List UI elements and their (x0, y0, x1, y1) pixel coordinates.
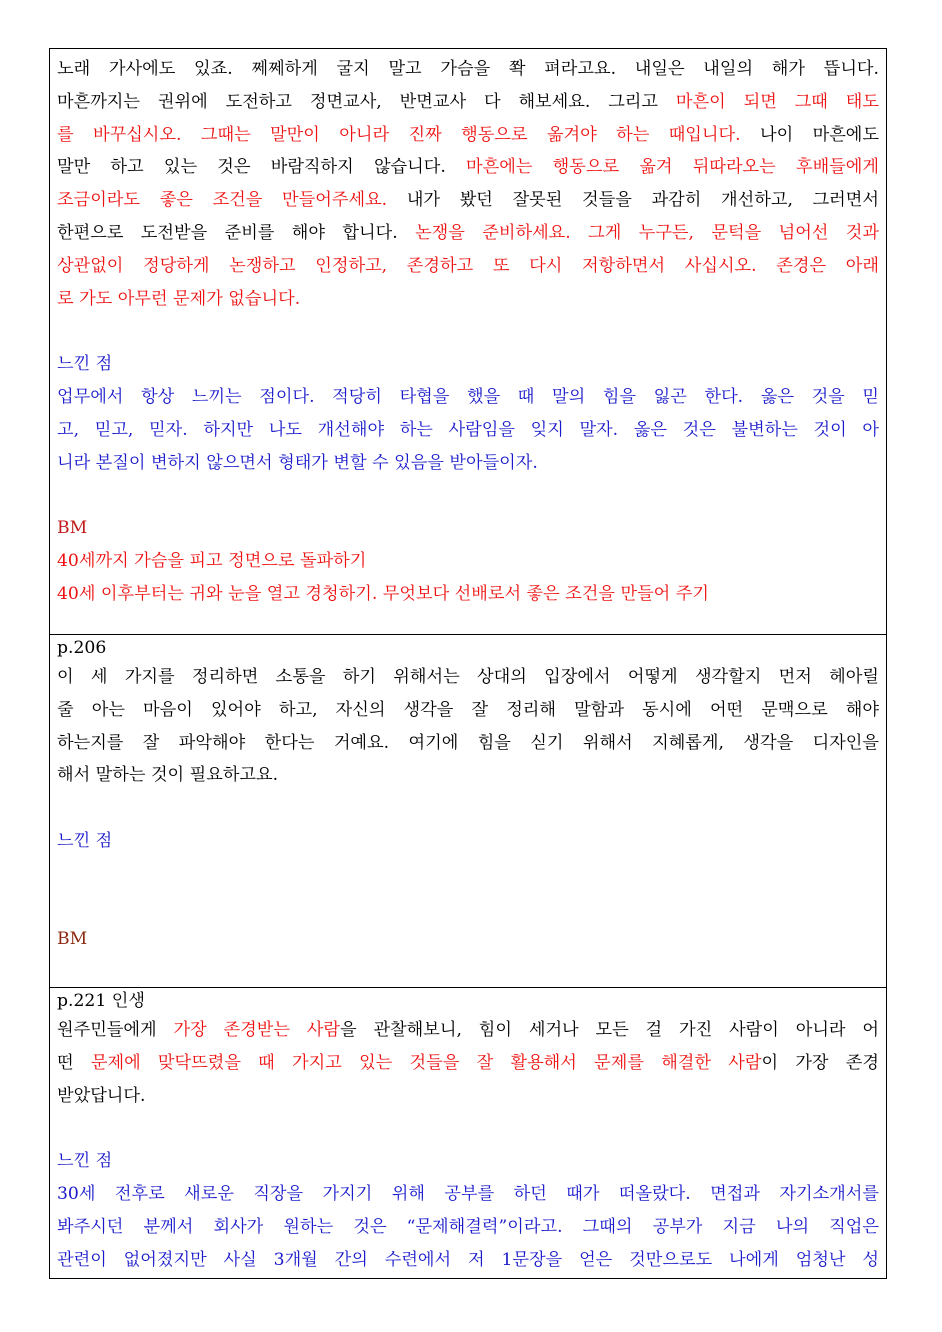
text-segment: 마흔까지는 권위에 도전하고 정면교사, 반면교사 다 해보세요. 그리고 (57, 91, 676, 112)
feel-paragraph-1 (57, 381, 879, 479)
feel-paragraph-3 (57, 1178, 879, 1276)
highlighted-text: 조금이라도 좋은 조건을 만들어주세요. (57, 190, 388, 211)
quote-line (57, 1014, 879, 1047)
highlighted-text: 마흔이 되면 그때 태도 (675, 91, 879, 112)
highlighted-text: 논쟁을 준비하세요. 그게 누구든, 문턱을 넘어선 것과 (415, 222, 879, 243)
feel-line: 봐주시던 분께서 회사가 원하는 것은 “문제해결력”이라고. 그때의 공부가 지금 나의 직업은 (57, 1216, 879, 1237)
section-3 (49, 987, 887, 1279)
feel-line: 업무에서 항상 느끼는 점이다. 적당히 타협을 했을 때 말의 힘을 잃곤 한다. 옳은 것을 믿 (57, 386, 879, 407)
quote-line: 해서 말하는 것이 필요하고요. (57, 765, 279, 786)
bm-line: 40세까지 가슴을 피고 정면으로 돌파하기 (57, 550, 367, 571)
quote-line (57, 217, 879, 250)
quote-line (57, 1047, 879, 1080)
quote-line (57, 1080, 879, 1113)
highlighted-text: 상관없이 정당하게 논쟁하고 인정하고, 존경하고 또 다시 저항하면서 사십시오. 존경은 아래 (57, 255, 879, 276)
bm-title-1: BM (57, 518, 88, 539)
section-2 (49, 634, 887, 987)
feel-line: 니라 본질이 변하지 않으면서 형태가 변할 수 있음을 받아들이자. (57, 452, 538, 473)
highlighted-text: 를 바꾸십시오. 그때는 말만이 아니라 진짜 행동으로 옮겨야 하는 때입니다. (57, 124, 741, 145)
text-segment: 나이 마흔에도 (740, 124, 880, 145)
quote-line (57, 184, 879, 217)
quote-line: 줄 아는 마음이 있어야 하고, 자신의 생각을 잘 정리해 말함과 동시에 어떤 문맥으로 해야 (57, 699, 879, 720)
quote-paragraph-3 (57, 1014, 879, 1112)
quote-line: 하는지를 잘 파악해야 한다는 거예요. 여기에 힘을 싣기 위해서 지혜롭게, 생각을 디자인을 (57, 732, 879, 753)
highlighted-text: 가장 존경받는 사람 (173, 1020, 340, 1040)
quote-paragraph-1 (57, 53, 879, 315)
text-segment: 원주민들에게 (57, 1020, 174, 1040)
document-page (49, 48, 887, 1279)
page-ref-3: p.221 인생 (57, 991, 145, 1011)
feel-line: 고, 믿고, 믿자. 하지만 나도 개선해야 하는 사람임을 잊지 말자. 옳은 것은 불변하는 것이 아 (57, 419, 879, 440)
text-segment: 한편으로 도전받을 준비를 해야 합니다. (57, 222, 416, 243)
text-segment: 받았답니다. (57, 1085, 146, 1106)
text-segment: 이 가장 존경 (761, 1052, 879, 1073)
bm-title-2: BM (57, 929, 88, 950)
quote-line (57, 53, 879, 86)
bm-line: 40세 이후부터는 귀와 눈을 열고 경청하기. 무엇보다 선배로서 좋은 조건을 만들어 주기 (57, 583, 709, 604)
text-segment: 을 관찰해보니, 힘이 세거나 모든 걸 가진 사람이 아니라 어 (340, 1020, 879, 1040)
quote-line (57, 283, 879, 316)
feel-line: 30세 전후로 새로운 직장을 가지기 위해 공부를 하던 때가 떠올랐다. 면접과 자기소개서를 (57, 1183, 879, 1204)
quote-line (57, 119, 879, 152)
highlighted-text: 문제에 맞닥뜨렸을 때 가지고 있는 것들을 잘 활용해서 문제를 해결한 사람 (90, 1052, 762, 1073)
quote-line: 이 세 가지를 정리하면 소통을 하기 위해서는 상대의 입장에서 어떻게 생각할지 먼저 헤아릴 (57, 667, 879, 687)
bm-paragraph-1 (57, 545, 879, 611)
highlighted-text: 마흔에는 행동으로 옮겨 뒤따라오는 후배들에게 (466, 157, 879, 178)
text-segment: 내가 봤던 잘못된 것들을 과감히 개선하고, 그러면서 (387, 190, 879, 211)
text-segment: 떤 (57, 1052, 91, 1073)
page-ref-2: p.206 (57, 638, 107, 658)
quote-line (57, 86, 879, 119)
quote-line (57, 250, 879, 283)
feel-title-1: 느낀 점 (57, 354, 113, 375)
quote-paragraph-2 (57, 661, 879, 792)
text-segment: 노래 가사에도 있죠. 쩨쩨하게 굴지 말고 가슴을 쫙 펴라고요. 내일은 내일의 해가 뜹니다. (57, 59, 879, 79)
quote-line (57, 151, 879, 184)
text-segment: 말만 하고 있는 것은 바람직하지 않습니다. (57, 157, 467, 178)
highlighted-text: 로 가도 아무런 문제가 없습니다. (57, 288, 301, 309)
section-1 (49, 48, 887, 634)
feel-title-3: 느낀 점 (57, 1151, 113, 1172)
feel-title-2: 느낀 점 (57, 830, 113, 851)
feel-line: 관련이 없어졌지만 사실 3개월 간의 수련에서 저 1문장을 얻은 것만으로도 나에게 엄청난 성 (57, 1249, 879, 1270)
